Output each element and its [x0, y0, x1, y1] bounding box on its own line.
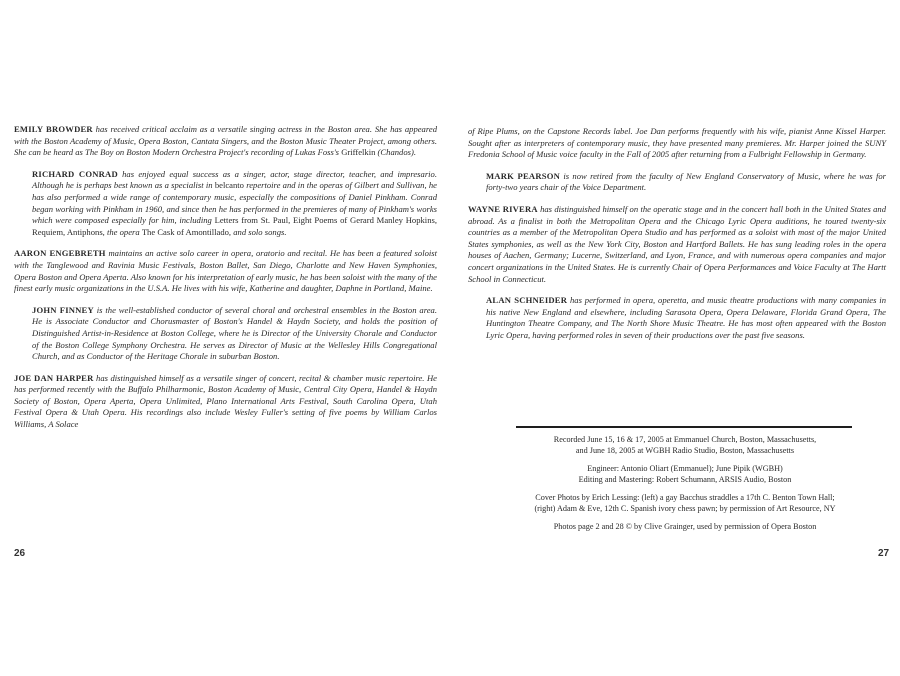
bio-text: repertoire and in the operas of Gilbert and Sullivan, he has also performed a wide range of contemporary music, especially the compositions of Daniel Pinkham. Conrad began working with Pinkham in 1960, and since then he has performed in the premieres of many of Pinkham's works which were composed especially for him, including	[32, 180, 437, 226]
credit-line: Engineer: Antonio Oliart (Emmanuel); June Pipik (WGBH)	[587, 464, 783, 473]
bio-text: maintains an active solo career in opera, oratorio and recital. He has been a featured soloist with the Tanglewood and Ravinia Music Festivals, Boston Ballet, San Diego, Charlotte and New Haven Symphonies, Opera Boston and Opera Aperta. Also known for his interpretation of early music, he has been soloist with the many of the finest early music organizations in the U.S.A. He lives with his wife, Katherine and daughter, Daphne in Portland, Maine.	[14, 248, 437, 294]
bio-text: has received critical acclaim as a versatile singing actress in the Boston area. She has appeared with the Boston Academy of Music, Opera Boston, Cantata Singers, and the Boston Music Theater Project, among others. She can be heard as The Boy on Boston Modern Orchestra Project's recording of Lukas Foss's	[14, 124, 437, 158]
page-number-right: 27	[878, 548, 890, 559]
credit-line: Photos page 2 and 28 © by Clive Grainger, used by permission of Opera Boston	[553, 522, 817, 531]
bio-text: is the well-established conductor of several choral and orchestral ensembles in the Boston area. He is Associate Conductor and Chorusmaster of Boston's Handel & Haydn Society, and holds the position of Distinguished Artist-in-Residence at Boston College, where he is Director of the University Chorale and Conductor of the Boston College Symphony Orchestra. He serves as Director of Music at the Wellesley Hills Congregational Church, and as Conductor of the Heritage Chorale in suburban Boston.	[32, 304, 437, 362]
bio-wayne-rivera	[468, 204, 886, 285]
credits-divider	[516, 426, 852, 428]
work-title: Letters from St. Paul, Eight Poems of Gerard Manley Hopkins, Requiem, Antiphons,	[32, 215, 437, 237]
work-title: The Cask of Amontillado,	[141, 226, 232, 237]
credit-block	[510, 434, 860, 456]
bio-text: has distinguished himself as a versatile singer of concert, recital & chamber music repertoire. He has performed recently with the Buffalo Philharmonic, Boston Academy of Music, Central City Opera, Handel & Haydn Society of Boston, Opera Aperta, Opera Unlimited, Plano International Arts Festival, South Carolina Opera, Utah Festival Opera & Utah Opera. His recordings also include Wesley Fuller's setting of five poems by William Carlos Williams, A Solace	[14, 372, 437, 430]
bio-text: is now retired from the faculty of New England Conservatory of Music, where he was for forty-two years chair of the Voice Department.	[486, 170, 886, 193]
credit-line: Editing and Mastering: Robert Schumann, ARSIS Audio, Boston	[578, 475, 792, 484]
performer-name: JOHN FINNEY	[32, 304, 94, 315]
performer-name: EMILY BROWDER	[14, 124, 93, 134]
bio-richard-conrad	[14, 169, 437, 239]
bio-aaron-engebreth	[14, 248, 437, 294]
performer-name: AARON ENGEBRETH	[14, 248, 106, 259]
bio-john-finney	[14, 305, 437, 363]
bio-emily-browder	[14, 124, 437, 159]
performer-name: JOE DAN HARPER	[14, 372, 94, 383]
bio-text: has enjoyed equal success as a singer, actor, stage director, teacher, and impresario. Although he is perhaps best known as a specialist in	[32, 168, 437, 191]
right-page	[450, 0, 900, 676]
credit-block	[510, 463, 860, 485]
bio-continuation: of Ripe Plums, on the Capstone Records label. Joe Dan performs frequently with his wife, pianist Anne Kissel Harper. Sought after as interpreters of contemporary music, they have presented many premieres. Mr. Harper joined the SUNY Fredonia School of Music voice faculty in the Fall of 2005 after returning from a Fulbright Fellowship in Germany.	[468, 126, 886, 160]
credit-line: (right) Adam & Eve, 12th C. Spanish ivory chess pawn; by permission of Art Resource, NY	[534, 504, 836, 513]
page-number-left: 26	[14, 548, 26, 559]
performer-name: WAYNE RIVERA	[468, 203, 538, 214]
bio-text: has distinguished himself on the operatic stage and in the concert hall both in the United States and abroad. As a finalist in both the Metropolitan Opera and the Chicago Lyric Opera auditions, he toured twenty-six countries as a member of the Metropolitan Opera Studio and has performed as a soloist with most of the major United States symphonies, as well as the New York City, Boston and Hartford Ballets. He has sung leading roles in the opera houses of Aachen, Germany; Lucerne, Switzerland, and Lyon, France, and with numerous opera companies and major concert organizations in the United States. He is currently Chair of Opera Performances and Voice Faculty at The Hartt School in Connecticut.	[468, 203, 886, 284]
right-bio-column	[468, 126, 886, 352]
credit-line: Cover Photos by Erich Lessing: (left) a gay Bacchus straddles a 17th C. Benton Town Hall;	[535, 493, 835, 502]
bio-text: and solo songs.	[231, 226, 287, 237]
credit-block	[510, 521, 860, 532]
left-bio-column	[14, 124, 437, 441]
bio-joe-dan-harper	[14, 373, 437, 431]
work-title: belcanto	[214, 180, 244, 191]
performer-name: MARK PEARSON	[486, 170, 561, 181]
bio-alan-schneider	[468, 295, 886, 341]
bio-mark-pearson	[468, 171, 886, 194]
performer-name: RICHARD CONRAD	[32, 168, 118, 179]
bio-text: the opera	[104, 226, 142, 237]
credit-line: and June 18, 2005 at WGBH Radio Studio, Boston, Massachusetts	[575, 446, 795, 455]
recording-credits	[510, 434, 860, 539]
work-title: Griffelkin	[341, 147, 376, 158]
bio-text: has performed in opera, operetta, and music theatre productions with many companies in his native New England and elsewhere, including Sarasota Opera, Opera Delaware, Florida Grand Opera, The Huntington Theatre Company, and The North Shore Music Theatre. He has most often appeared with the Boston Lyric Opera, having performed roles in seven of their productions over the past five seasons.	[486, 295, 886, 340]
performer-name: ALAN SCHNEIDER	[486, 295, 568, 306]
bio-text: (Chandos).	[375, 147, 416, 158]
credit-block	[510, 492, 860, 514]
credit-line: Recorded June 15, 16 & 17, 2005 at Emmanuel Church, Boston, Massachusetts,	[553, 435, 817, 444]
